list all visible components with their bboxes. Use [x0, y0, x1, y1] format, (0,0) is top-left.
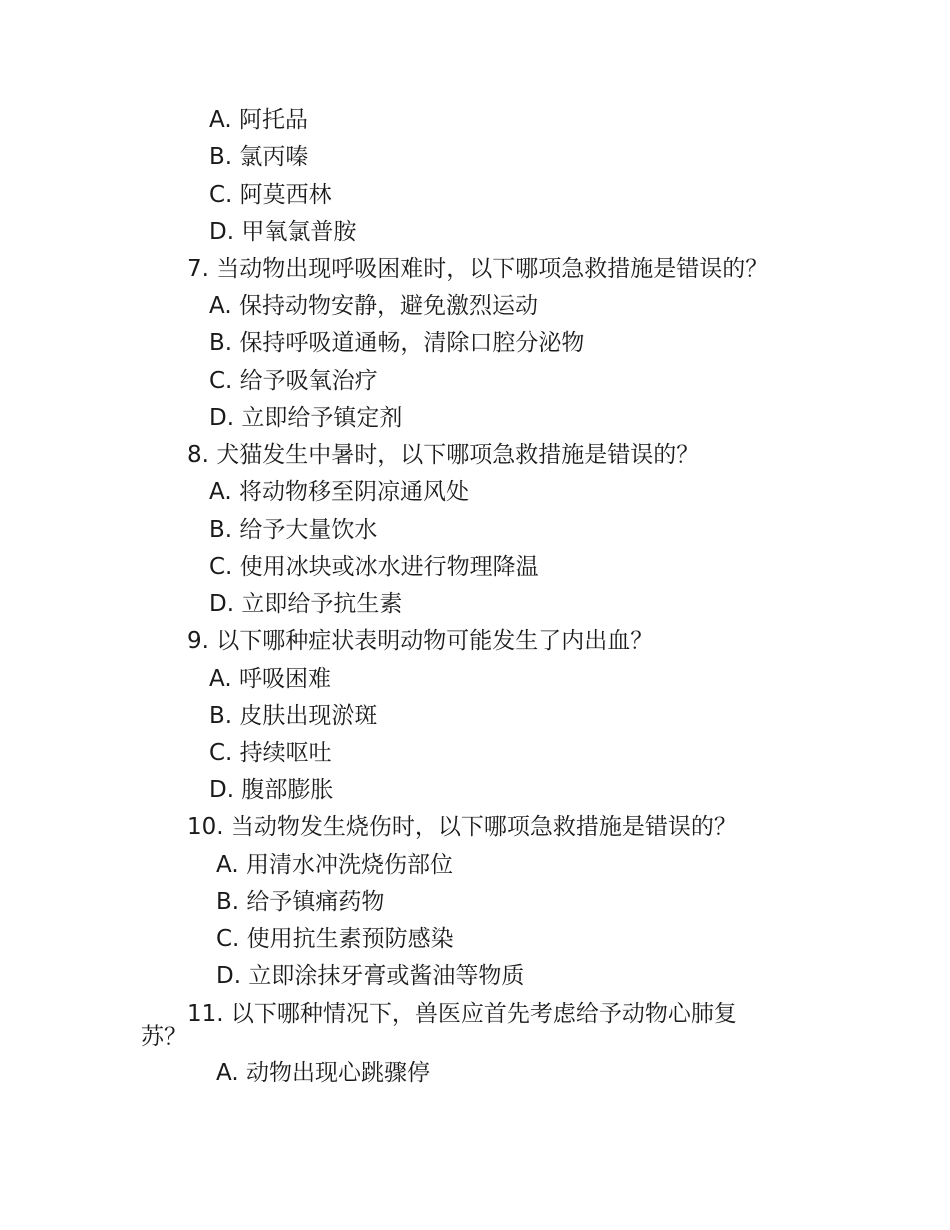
q7-option-a: A. 保持动物安静，避免激烈运动 [209, 293, 538, 319]
q10-question: 10. 当动物发生烧伤时，以下哪项急救措施是错误的？ [187, 814, 737, 840]
q10-option-d: D. 立即涂抹牙膏或酱油等物质 [216, 963, 525, 989]
q8-option-d: D. 立即给予抗生素 [209, 591, 403, 617]
q8-question: 8. 犬猫发生中暑时，以下哪项急救措施是错误的？ [187, 442, 700, 468]
q6-option-a: A. 阿托品 [209, 107, 308, 133]
q10-option-b: B. 给予镇痛药物 [216, 889, 385, 915]
q10-option-a: A. 用清水冲洗烧伤部位 [216, 852, 453, 878]
q11-option-a: A. 动物出现心跳骤停 [216, 1060, 430, 1086]
q9-option-c: C. 持续呕吐 [209, 740, 332, 766]
q9-option-a: A. 呼吸困难 [209, 666, 331, 692]
q8-option-a: A. 将动物移至阴凉通风处 [209, 479, 469, 505]
q7-option-c: C. 给予吸氧治疗 [209, 368, 378, 394]
q7-option-b: B. 保持呼吸道通畅，清除口腔分泌物 [209, 330, 585, 356]
q7-option-d: D. 立即给予镇定剂 [209, 405, 403, 431]
q11-question-line2: 苏？ [141, 1024, 187, 1050]
q6-option-c: C. 阿莫西林 [209, 182, 332, 208]
q10-option-c: C. 使用抗生素预防感染 [216, 926, 454, 952]
q11-question-line1: 11. 以下哪种情况下，兽医应首先考虑给予动物心肺复 [187, 1001, 737, 1027]
q7-question: 7. 当动物出现呼吸困难时，以下哪项急救措施是错误的？ [187, 256, 769, 282]
q9-option-b: B. 皮肤出现淤斑 [209, 703, 378, 729]
q9-question: 9. 以下哪种症状表明动物可能发生了内出血？ [187, 628, 654, 654]
q6-option-d: D. 甲氧氯普胺 [209, 219, 357, 245]
q8-option-b: B. 给予大量饮水 [209, 517, 378, 543]
q8-option-c: C. 使用冰块或冰水进行物理降温 [209, 554, 539, 580]
q9-option-d: D. 腹部膨胀 [209, 777, 334, 803]
q6-option-b: B. 氯丙嗪 [209, 144, 309, 170]
